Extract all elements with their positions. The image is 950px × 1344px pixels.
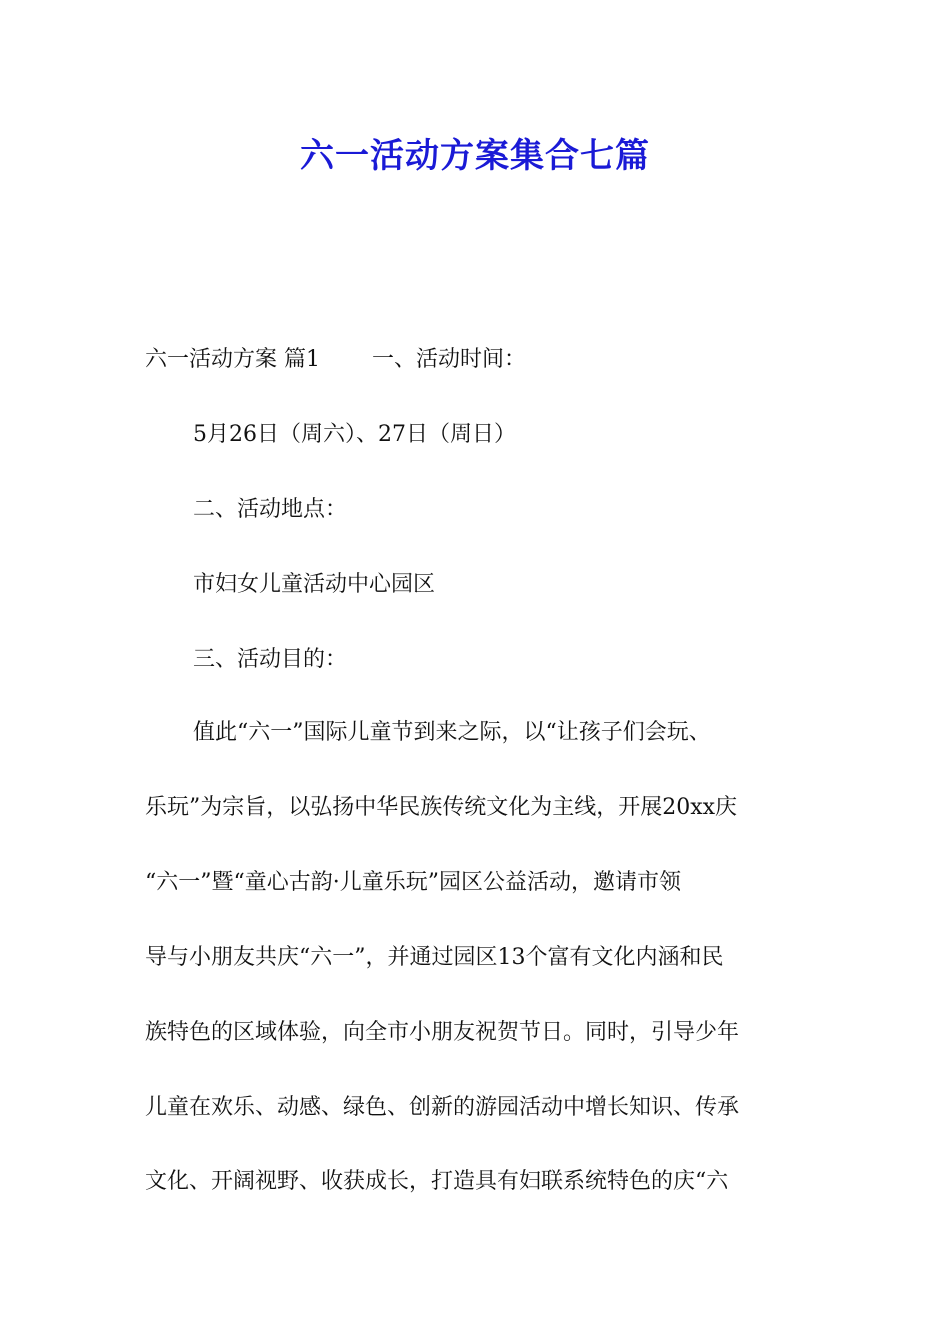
section-heading-line	[145, 345, 810, 375]
paragraph-line: 儿童在欢乐、动感、绿色、创新的游园活动中增长知识、传承	[145, 1095, 740, 1120]
paragraph-line: 族特色的区域体验，向全市小朋友祝贺节日。同时，引导少年	[145, 1020, 740, 1045]
activity-time-heading: 一、活动时间：	[372, 347, 527, 372]
paragraph-line: 乐玩”为宗旨，以弘扬中华民族传统文化为主线，开展20xx庆	[145, 795, 738, 820]
activity-purpose-heading: 三、活动目的：	[193, 647, 348, 672]
activity-location-value: 市妇女儿童活动中心园区	[193, 572, 436, 597]
paragraph-line: 文化、开阔视野、收获成长，打造具有妇联系统特色的庆“六	[145, 1169, 729, 1194]
paragraph-line: “六一”暨“童心古韵·儿童乐玩”园区公益活动，邀请市领	[145, 870, 681, 895]
document-title: 六一活动方案集合七篇	[300, 136, 650, 176]
activity-location-heading: 二、活动地点：	[193, 497, 348, 522]
paragraph-line: 值此“六一”国际儿童节到来之际，以“让孩子们会玩、	[193, 720, 711, 745]
paragraph-line: 导与小朋友共庆“六一”，并通过园区13个富有文化内涵和民	[145, 945, 724, 970]
section-heading: 六一活动方案 篇1	[145, 347, 320, 372]
activity-time-value: 5月26日（周六）、27日（周日）	[193, 422, 516, 447]
